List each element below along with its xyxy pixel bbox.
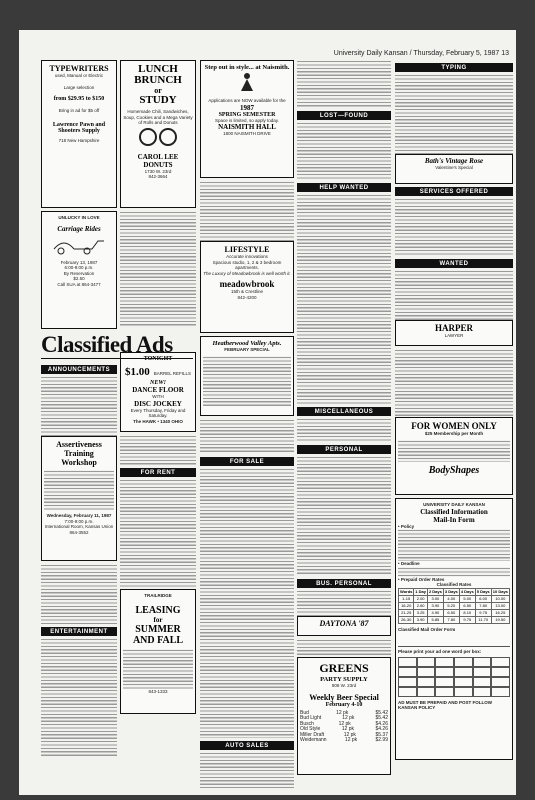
word-box[interactable] — [454, 687, 473, 697]
trailridge-ad — [120, 589, 196, 714]
typewriters-line2: Large selection — [63, 84, 95, 90]
carriage-rides-title: Carriage Rides — [57, 224, 101, 233]
naismith-l3: Space is limited, so apply today. — [215, 117, 279, 123]
services-header: SERVICES OFFERED — [395, 187, 513, 196]
wanted-header: WANTED — [395, 259, 513, 268]
rate-cell: 8.10 — [459, 609, 475, 616]
greens-sub: PARTY SUPPLY — [320, 676, 368, 683]
greens-address: 808 W. 23rd — [331, 683, 357, 688]
services-text — [395, 198, 513, 256]
carriage-date: February 13, 1987 — [60, 259, 98, 265]
women-title: FOR WOMEN ONLY — [411, 421, 497, 431]
tonight-price: $1.00 — [124, 366, 150, 378]
beer-name: Busch — [300, 720, 314, 727]
harper-lawyer-ad — [395, 320, 513, 346]
meadowbrook-logo: meadowbrook — [219, 279, 275, 289]
beer-pack: 12 pk — [342, 715, 355, 721]
beer-price: $5.42 — [375, 709, 388, 716]
assertiveness-l3: Workshop — [61, 458, 97, 467]
rate-cell: 6.50 — [443, 609, 459, 616]
word-box[interactable] — [398, 677, 417, 687]
lost-found-header: LOST—FOUND — [297, 111, 391, 120]
miscellaneous-header: MISCELLANEOUS — [297, 407, 391, 416]
tonight-l2: BARREL REFILLS — [153, 371, 192, 376]
column-1 — [41, 60, 117, 790]
rate-row — [399, 602, 510, 609]
unlucky-title: UNLUCKY IN LOVE — [58, 215, 100, 220]
typewriters-ad — [41, 60, 117, 208]
beer-name: Bud — [300, 709, 309, 716]
bus-personal-header: BUS. PERSONAL — [297, 579, 391, 588]
harper-title: HARPER — [435, 323, 473, 333]
trailridge-l3: SUMMER — [135, 623, 181, 635]
rate-cell: 11.70 — [475, 616, 491, 623]
rate-row — [399, 616, 510, 623]
typewriters-line1: used, Manual or Electric — [54, 73, 104, 78]
beer-name: Old Style — [300, 726, 321, 732]
beer-price: $5.37 — [375, 731, 388, 738]
trailridge-l1: LEASING — [135, 604, 181, 616]
name-line[interactable] — [398, 632, 510, 647]
lunch-l4: STUDY — [139, 94, 177, 106]
beer-name: Weidemann — [300, 737, 327, 743]
rate-cell: 10 Days — [492, 589, 508, 594]
word-box[interactable] — [473, 687, 492, 697]
naismith-year: 1987 — [240, 103, 254, 112]
daytona-title: DAYTONA '87 — [319, 619, 369, 628]
assertiveness-l1: Assertiveness — [56, 440, 102, 449]
rate-cell: 7.80 — [475, 602, 491, 609]
column-3 — [200, 60, 294, 790]
assertiveness-place: International Room, Kansas Union — [44, 524, 114, 529]
rate-cell: 2.60 — [414, 602, 428, 609]
word-box[interactable] — [417, 657, 436, 667]
greens-party-supply-ad — [297, 657, 391, 775]
beer-price: $4.26 — [375, 720, 388, 727]
rate-cell: 3 Days — [444, 589, 458, 594]
rate-cell: 26-30 — [399, 616, 414, 623]
heatherwood-title: Heatherwood Valley Apts. — [212, 340, 282, 347]
rate-cell: 2.00 — [414, 595, 428, 602]
carriage-note: By Reservation — [63, 270, 95, 276]
beer-name: Miller Draft — [300, 731, 325, 738]
rate-cell: 1-15 — [399, 595, 414, 602]
help-wanted-header: HELP WANTED — [297, 183, 391, 192]
hawk-tonight-ad — [120, 352, 196, 432]
rate-cell: 6.00 — [475, 595, 491, 602]
tonight-l8: The HAWK • 1340 OHIO — [133, 418, 183, 424]
personal-text — [297, 456, 391, 576]
rate-cell: 10.00 — [491, 595, 509, 602]
carriage-price: $2.50 — [73, 276, 85, 281]
mail-order-form-title: Classified Mail Order Form — [398, 626, 456, 632]
meadowbrook-address: 15th & Crestline — [230, 289, 264, 294]
rate-cell: 21-25 — [399, 609, 414, 616]
assertiveness-phone: 864-3552 — [69, 529, 89, 535]
word-box[interactable] — [454, 677, 473, 687]
typing-header: TYPING — [395, 63, 513, 72]
rate-cell: 5 Days — [476, 589, 490, 594]
beer-pack: 12 pk — [336, 709, 349, 716]
assertiveness-time: 7:00-9:00 p.m. — [64, 518, 94, 524]
rate-cell: Words — [399, 589, 413, 594]
help-wanted-text — [297, 194, 391, 404]
greens-date: February 4-10 — [325, 701, 363, 708]
lost-found-text — [297, 122, 391, 180]
beer-pack: 12 pk — [341, 726, 354, 732]
typewriters-price: from $29.95 to $150 — [53, 96, 105, 102]
carriage-time: 6:00-9:00 p.m. — [64, 265, 94, 270]
classified-deadline: • Deadline — [398, 561, 420, 566]
bodyshapes-logo: BodyShapes — [428, 464, 480, 476]
column-2 — [120, 60, 196, 790]
lifestyle-title: LIFESTYLE — [224, 245, 270, 254]
word-box[interactable] — [398, 657, 417, 667]
beer-price: $4.26 — [375, 726, 388, 732]
classified-info-title: Classified Information — [420, 507, 488, 516]
meadowbrook-phone: 842-4200 — [237, 294, 257, 300]
entertainment-header: ENTERTAINMENT — [41, 627, 117, 636]
rate-cell: 16-20 — [399, 602, 414, 609]
rate-cell: 5.20 — [443, 602, 459, 609]
typewriters-coupon: Bring in ad for $5 off — [58, 108, 100, 113]
lunch-l1: LUNCH — [138, 63, 178, 75]
word-box[interactable] — [398, 687, 417, 697]
lunch-l2: BRUNCH — [134, 74, 182, 86]
classified-mail-in-form — [395, 498, 513, 760]
carriage-rides-ad — [41, 211, 117, 329]
for-rent-text — [120, 479, 196, 589]
auto-sales-header: AUTO SALES — [200, 741, 294, 750]
rate-cell: 6.50 — [459, 602, 475, 609]
naismith-name: NAISMITH HALL — [218, 123, 276, 131]
for-sale-text — [200, 468, 294, 738]
classified-rates-title: Classified Rates — [436, 582, 472, 587]
greens-special: Weekly Beer Special — [309, 692, 379, 702]
lunch-l3: or — [154, 86, 162, 95]
word-box[interactable] — [491, 667, 510, 677]
carol-lee-donuts-ad — [120, 60, 196, 208]
rate-cell: 4.00 — [443, 595, 459, 602]
announcements-text — [41, 376, 117, 436]
rate-cell: 3.90 — [414, 616, 428, 623]
personal-header: PERSONAL — [297, 445, 391, 454]
donuts-name: CAROL LEE DONUTS — [137, 152, 179, 169]
rate-cell: 4.90 — [427, 609, 443, 616]
classified-info-sub: Mail-In Form — [433, 515, 475, 524]
newspaper-page — [19, 30, 516, 795]
trailridge-name: TRAILRIDGE — [144, 593, 172, 598]
trailridge-phone: 843-1333 — [148, 688, 168, 694]
rate-cell: 3.90 — [427, 602, 443, 609]
trailridge-l2: for — [153, 615, 163, 624]
page-folio: University Daily Kansan / Thursday, February 5, 1987 13 — [333, 50, 509, 57]
classified-paper: UNIVERSITY DAILY KANSAN — [423, 502, 485, 507]
naismith-hall-ad — [200, 60, 294, 178]
classified-rates-table — [398, 588, 510, 624]
lifestyle-l1: Accurate innovations — [226, 254, 268, 259]
donuts-address: 1730 W. 23rd — [144, 168, 172, 174]
bath-sub: Valentine's Special — [435, 165, 473, 170]
rate-header-row — [399, 588, 510, 595]
beer-price-row — [300, 738, 388, 744]
tonight-l3: NEW! — [149, 380, 166, 386]
beer-pack: 12 pk — [344, 737, 358, 743]
word-box[interactable] — [398, 667, 417, 677]
lifestyle-l2: Spacious studio, 1, 2 & 3 bedroom apartments. — [212, 259, 282, 270]
meadowbrook-ad — [200, 241, 294, 333]
word-box[interactable] — [454, 657, 473, 667]
print-instruction: Please print your ad one word per box: — [398, 649, 482, 654]
auto-sales-text — [200, 752, 294, 790]
form-footer: AD MUST BE PREPAID AND POST FOLLOW KANSAN POLICY — [398, 699, 492, 710]
tonight-l5: WITH — [152, 394, 164, 399]
word-box[interactable] — [491, 677, 510, 687]
assertiveness-date: Wednesday, February 11, 1987 — [46, 513, 112, 518]
word-box[interactable] — [473, 657, 492, 667]
beer-pack: 12 pk — [343, 731, 356, 738]
naismith-l2: SPRING SEMESTER — [218, 111, 276, 118]
typewriters-title: TYPEWRITERS — [49, 64, 109, 73]
rate-cell: 1 Day — [415, 589, 426, 594]
rate-cell: 13.00 — [491, 602, 509, 609]
tonight-l4: DANCE FLOOR — [132, 386, 184, 394]
bus-personal-text — [297, 590, 391, 616]
tonight-l6: DISC JOCKEY — [134, 399, 182, 408]
naismith-l1: Applications are NOW available for the — [208, 98, 286, 103]
wanted-text — [395, 270, 513, 320]
harper-sub: LAWYER — [444, 333, 464, 338]
heatherwood-ad — [200, 336, 294, 416]
typewriters-store: Lawrence Pawn and Shooters Supply — [52, 121, 106, 134]
assertiveness-l2: Training — [64, 449, 94, 458]
word-box[interactable] — [473, 677, 492, 687]
lunch-desc: Homemade Chili, Sandwiches, Soup, Cookies and a Mega Variety of Rolls and Donuts — [123, 109, 193, 125]
bath-title: Bath's Vintage Rose — [424, 157, 484, 165]
for-rent-header: FOR RENT — [120, 468, 196, 477]
rate-cell: 2 Days — [428, 589, 442, 594]
rate-cell: 19.50 — [491, 616, 509, 623]
rate-cell: 3.25 — [414, 609, 428, 616]
body-shapes-ad — [395, 417, 513, 495]
masthead-rule — [41, 358, 193, 359]
classified-ads-title: Classified Ads — [41, 332, 173, 357]
bath-vintage-rose-ad — [395, 154, 513, 184]
column-4 — [297, 60, 391, 790]
beer-name: Bud Light — [300, 715, 322, 721]
word-box[interactable] — [417, 667, 436, 677]
word-box[interactable] — [435, 657, 454, 667]
typewriters-address: 718 New Hampshire — [58, 137, 100, 143]
rate-cell: 9.75 — [475, 609, 491, 616]
carriage-illustration — [49, 233, 109, 255]
word-box[interactable] — [473, 667, 492, 677]
word-box[interactable] — [417, 677, 436, 687]
rate-row — [399, 609, 510, 616]
greens-title: GREENS — [319, 661, 369, 675]
column-5 — [395, 60, 513, 790]
donuts-illustration — [133, 126, 183, 148]
for-sale-header: FOR SALE — [200, 457, 294, 466]
assertiveness-ad — [41, 436, 117, 561]
typing-text — [395, 74, 513, 154]
word-box[interactable] — [435, 677, 454, 687]
beer-price: $5.42 — [375, 715, 388, 721]
word-box[interactable] — [454, 667, 473, 677]
donuts-phone: 842-3664 — [148, 174, 168, 179]
trailridge-l4: AND FALL — [132, 634, 184, 646]
announcements-header: ANNOUNCEMENTS — [41, 365, 117, 374]
rate-cell: 9.75 — [459, 616, 475, 623]
naismith-title: Step out in style... at Naismith. — [204, 64, 290, 71]
rate-cell: 5.00 — [459, 595, 475, 602]
rate-cell: 3.00 — [427, 595, 443, 602]
word-box[interactable] — [417, 687, 436, 697]
word-box[interactable] — [435, 667, 454, 677]
word-box[interactable] — [435, 687, 454, 697]
miscellaneous-text — [297, 418, 391, 442]
rate-cell: 5.85 — [427, 616, 443, 623]
beer-price: $2.99 — [375, 737, 388, 743]
beer-pack: 12 pk — [338, 720, 351, 727]
word-box[interactable] — [491, 657, 510, 667]
rate-row — [399, 595, 510, 602]
dancer-illustration — [227, 71, 267, 93]
classified-policy: • Policy — [398, 523, 415, 529]
heatherwood-sub: FEBRUARY SPECIAL — [224, 347, 270, 352]
rate-cell: 16.25 — [491, 609, 509, 616]
daytona-ad — [297, 616, 391, 636]
entertainment-text — [41, 638, 117, 758]
word-box-grid — [398, 657, 510, 697]
lifestyle-l3: The Luxury of Meadowbrook is well worth it. — [203, 270, 291, 276]
carriage-phone: Call SUA at 864-3477 — [57, 281, 101, 287]
beer-price-list — [300, 711, 388, 744]
classified-prepaid: • Prepaid Order Rates — [398, 576, 445, 582]
rate-cell: 4 Days — [460, 589, 474, 594]
rate-cell: 7.80 — [443, 616, 459, 623]
naismith-address: 1800 NAISMITH DRIVE — [223, 131, 271, 136]
tonight-l7: Every Thursday, Friday and Saturday. — [130, 407, 186, 418]
women-membership: $25 Membership per Month — [424, 431, 484, 436]
word-box[interactable] — [491, 687, 510, 697]
